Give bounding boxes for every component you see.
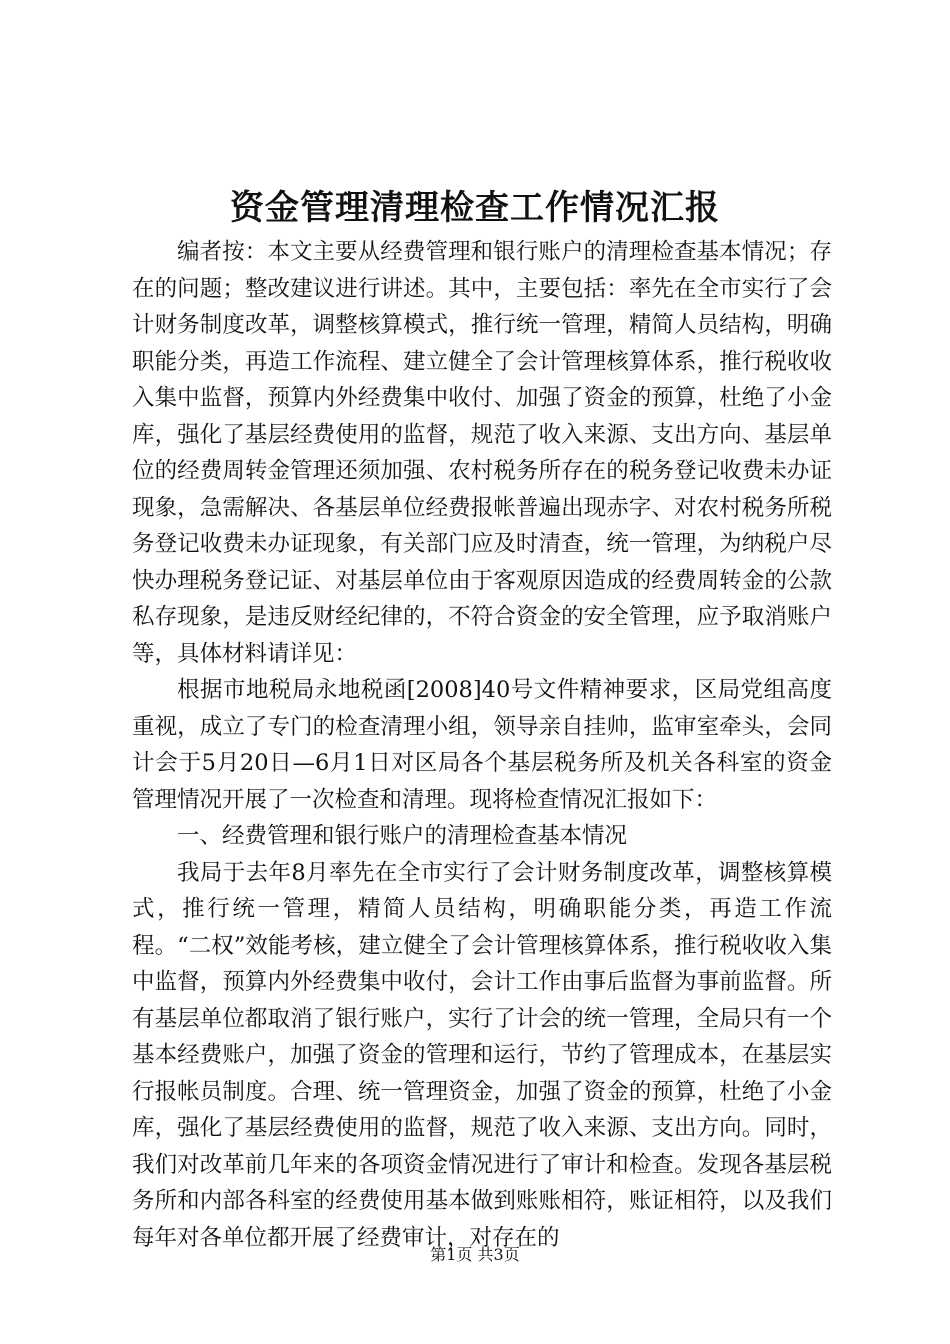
document-body	[132, 234, 832, 1256]
section-heading: 一、经费管理和银行账户的清理检查基本情况	[177, 823, 628, 849]
document-title: 资金管理清理检查工作情况汇报	[230, 188, 720, 228]
body-paragraph: 我局于去年8月率先在全市实行了会计财务制度改革，调整核算模式，推行统一管理，精简人员结构，明确职能分类，再造工作流程。“二权”效能考核，建立健全了会计管理核算体系，推行税收收入集中监督，预算内外经费集中收付，会计工作由事后监督为事前监督。所有基层单位都取消了银行账户，实行了计会的统一管理，全局只有一个基本经费账户，加强了资金的管理和运行，节约了管理成本，在基层实行报帐员制度。合理、统一管理资金，加强了资金的预算，杜绝了小金库，强化了基层经费使用的监督，规范了收入来源、支出方向。同时，我们对改革前几年来的各项资金情况进行了审计和检查。发现各基层税务所和内部各科室的经费使用基本做到账账相符，账证相符，以及我们每年对各单位都开展了经费审计，对存在的	[132, 859, 832, 1251]
editor-note-paragraph: 编者按：本文主要从经费管理和银行账户的清理检查基本情况；存在的问题；整改建议进行讲述。其中，主要包括：率先在全市实行了会计财务制度改革，调整核算模式，推行统一管理，精简人员结构，明确职能分类，再造工作流程、建立健全了会计管理核算体系，推行税收收入集中监督，预算内外经费集中收付、加强了资金的预算，杜绝了小金库，强化了基层经费使用的监督，规范了收入来源、支出方向、基层单位的经费周转金管理还须加强、农村税务所存在的税务登记收费未办证现象，急需解决、各基层单位经费报帐普遍出现赤字、对农村税务所税务登记收费未办证现象，有关部门应及时清查，统一管理，为纳税户尽快办理税务登记证、对基层单位由于客观原因造成的经费周转金的公款私存现象，是违反财经纪律的，不符合资金的安全管理，应予取消账户等，具体材料请详见：	[132, 239, 832, 667]
intro-paragraph: 根据市地税局永地税函[2008]40号文件精神要求，区局党组高度重视，成立了专门的检查清理小组，领导亲自挂帅，监审室牵头，会同计会于5月20日—6月1日对区局各个基层税务所及机关各科室的资金管理情况开展了一次检查和清理。现将检查情况汇报如下：	[132, 677, 832, 813]
page-footer: 第1页 共3页	[430, 1245, 520, 1264]
